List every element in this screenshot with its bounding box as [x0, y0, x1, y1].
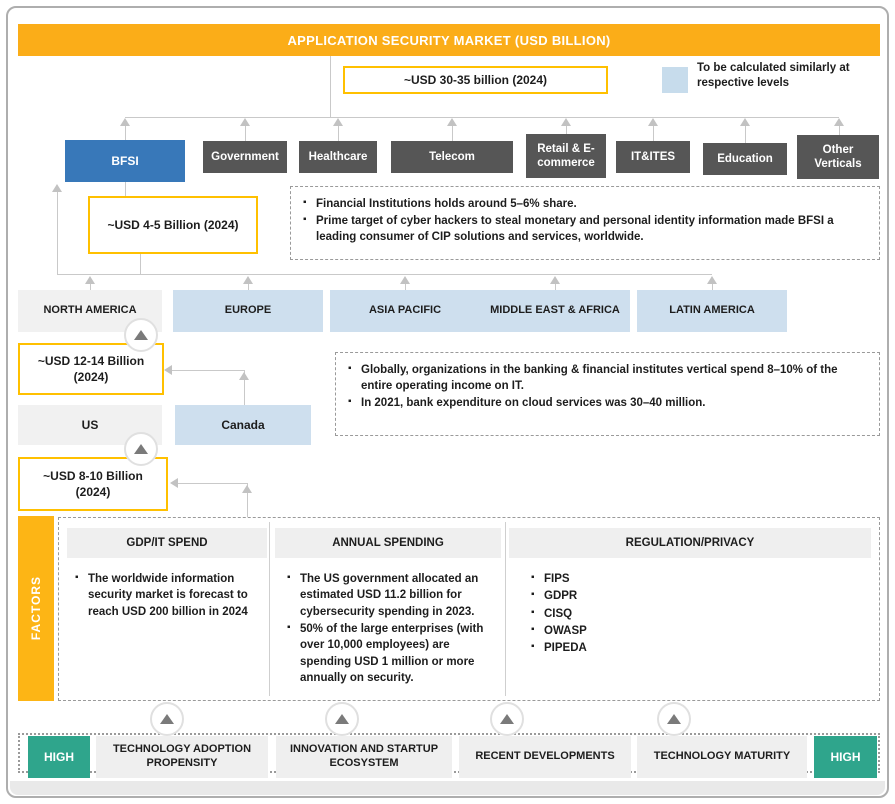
connector-stub: [245, 126, 246, 141]
connector-stub: [566, 126, 567, 134]
arrow-up-icon: [52, 184, 62, 192]
connector-bfsi-drop: [125, 182, 126, 196]
north-america-value-box: ~USD 12-14 Billion (2024): [18, 343, 164, 395]
expand-arrow-icon: [124, 432, 158, 466]
arrow-up-icon: [550, 276, 560, 284]
triangle-up-icon: [335, 714, 349, 724]
page-title: APPLICATION SECURITY MARKET (USD BILLION): [18, 24, 880, 56]
maturity-technology-adoption: TECHNOLOGY ADOPTION PROPENSITY: [96, 736, 268, 778]
legend-swatch: [662, 67, 688, 93]
factor-annual-bullets: [285, 570, 501, 687]
arrow-up-icon: [242, 485, 252, 493]
legend-note: To be calculated similarly at respective levels: [697, 62, 850, 89]
bottom-strip: [10, 781, 885, 795]
note-item: ▪ OWASP: [529, 623, 749, 639]
factor-regulation-bullets: [529, 570, 749, 658]
country-us: US: [18, 405, 162, 445]
vertical-tab-other-verticals: Other Verticals: [797, 135, 879, 179]
factors-panel: [58, 517, 880, 701]
expand-arrow-icon: [490, 702, 524, 736]
arrow-up-icon: [707, 276, 717, 284]
expand-arrow-icon: [325, 702, 359, 736]
arrow-up-icon: [240, 118, 250, 126]
region-latin-america: LATIN AMERICA: [637, 290, 787, 332]
connector-canada-elbow: [172, 370, 245, 371]
note-item: ▪ Financial Institutions holds around 5–6% share.: [301, 196, 867, 212]
arrow-up-icon: [120, 118, 130, 126]
note-item: ▪ PIPEDA: [529, 640, 749, 656]
factor-header-gdp-it-spend: GDP/IT SPEND: [67, 528, 267, 558]
connector-regions-to-bfsi: [57, 192, 58, 274]
region-north-america: NORTH AMERICA: [18, 290, 162, 332]
bfsi-value-box: ~USD 4-5 Billion (2024): [88, 196, 258, 254]
vertical-tab-telecom: Telecom: [391, 141, 513, 173]
connector-us-elbow: [178, 483, 248, 484]
note-item: ▪ FIPS: [529, 571, 749, 587]
note-item: ▪ 50% of the large enterprises (with over 10,000 employees) are spending USD 1 million or more annually on security.: [285, 621, 501, 686]
arrow-up-icon: [333, 118, 343, 126]
arrow-up-icon: [834, 118, 844, 126]
connector-verticals-rail: [125, 117, 839, 118]
vertical-tab-government: Government: [203, 141, 287, 173]
note-item: ▪ In 2021, bank expenditure on cloud services was 30–40 million.: [346, 395, 867, 411]
vertical-tab-healthcare: Healthcare: [299, 141, 377, 173]
arrow-up-icon: [239, 372, 249, 380]
arrow-left-icon: [170, 478, 178, 488]
maturity-recent-developments: RECENT DEVELOPMENTS: [459, 736, 631, 778]
connector-stub: [653, 126, 654, 141]
connector-stub: [338, 126, 339, 141]
maturity-innovation-startup: INNOVATION AND STARTUP ECOSYSTEM: [276, 736, 452, 778]
arrow-up-icon: [447, 118, 457, 126]
vertical-tab-it-ites: IT&ITES: [616, 141, 690, 173]
arrow-up-icon: [648, 118, 658, 126]
connector-stub: [125, 126, 126, 140]
connector-stub: [839, 126, 840, 135]
country-canada: Canada: [175, 405, 311, 445]
maturity-high-right: HIGH: [814, 736, 877, 778]
connector-title-drop: [330, 56, 331, 117]
region-europe: EUROPE: [173, 290, 323, 332]
expand-arrow-icon: [150, 702, 184, 736]
arrow-up-icon: [740, 118, 750, 126]
us-value-box: ~USD 8-10 Billion (2024): [18, 457, 168, 511]
factor-header-regulation-privacy: REGULATION/PRIVACY: [509, 528, 871, 558]
column-divider: [269, 522, 270, 696]
total-market-value-box: ~USD 30-35 billion (2024): [343, 66, 608, 94]
vertical-tab-bfsi: BFSI: [65, 140, 185, 182]
note-item: ▪ The US government allocated an estimated USD 11.2 billion for cybersecurity spending in 2023.: [285, 571, 501, 620]
connector-stub: [745, 126, 746, 143]
arrow-up-icon: [400, 276, 410, 284]
connector-stub: [452, 126, 453, 141]
connector-stub: [140, 254, 141, 274]
triangle-up-icon: [500, 714, 514, 724]
arrow-up-icon: [85, 276, 95, 284]
bfsi-notes-box: [290, 186, 880, 260]
arrow-up-icon: [561, 118, 571, 126]
triangle-up-icon: [134, 444, 148, 454]
expand-arrow-icon: [657, 702, 691, 736]
vertical-tab-education: Education: [703, 143, 787, 175]
north-america-notes-box: [335, 352, 880, 436]
factor-header-annual-spending: ANNUAL SPENDING: [275, 528, 501, 558]
note-item: ▪ Globally, organizations in the banking & financial institutes vertical spend 8–10% of the entire operating income on IT.: [346, 362, 867, 394]
arrow-up-icon: [243, 276, 253, 284]
region-asia-pacific: ASIA PACIFIC: [330, 290, 480, 332]
factors-label: FACTORS: [29, 576, 43, 641]
vertical-tab-retail-ecommerce: Retail & E-commerce: [526, 134, 606, 178]
maturity-high-left: HIGH: [28, 736, 90, 778]
note-item: ▪ Prime target of cyber hackers to steal monetary and personal identity information made BFSI a leading consumer of CIP solutions and services, worldwide.: [301, 213, 867, 245]
triangle-up-icon: [134, 330, 148, 340]
connector-regions-rail: [57, 274, 712, 275]
region-middle-east-africa: MIDDLE EAST & AFRICA: [480, 290, 630, 332]
note-item: ▪ CISQ: [529, 606, 749, 622]
expand-arrow-icon: [124, 318, 158, 352]
triangle-up-icon: [160, 714, 174, 724]
factor-gdp-bullets: [73, 570, 255, 621]
factors-sidebar: [18, 516, 54, 701]
triangle-up-icon: [667, 714, 681, 724]
column-divider: [505, 522, 506, 696]
maturity-technology-maturity: TECHNOLOGY MATURITY: [637, 736, 807, 778]
arrow-left-icon: [164, 365, 172, 375]
note-item: ▪ GDPR: [529, 588, 749, 604]
note-item: ▪ The worldwide information security market is forecast to reach USD 200 billion in 2024: [73, 571, 255, 620]
